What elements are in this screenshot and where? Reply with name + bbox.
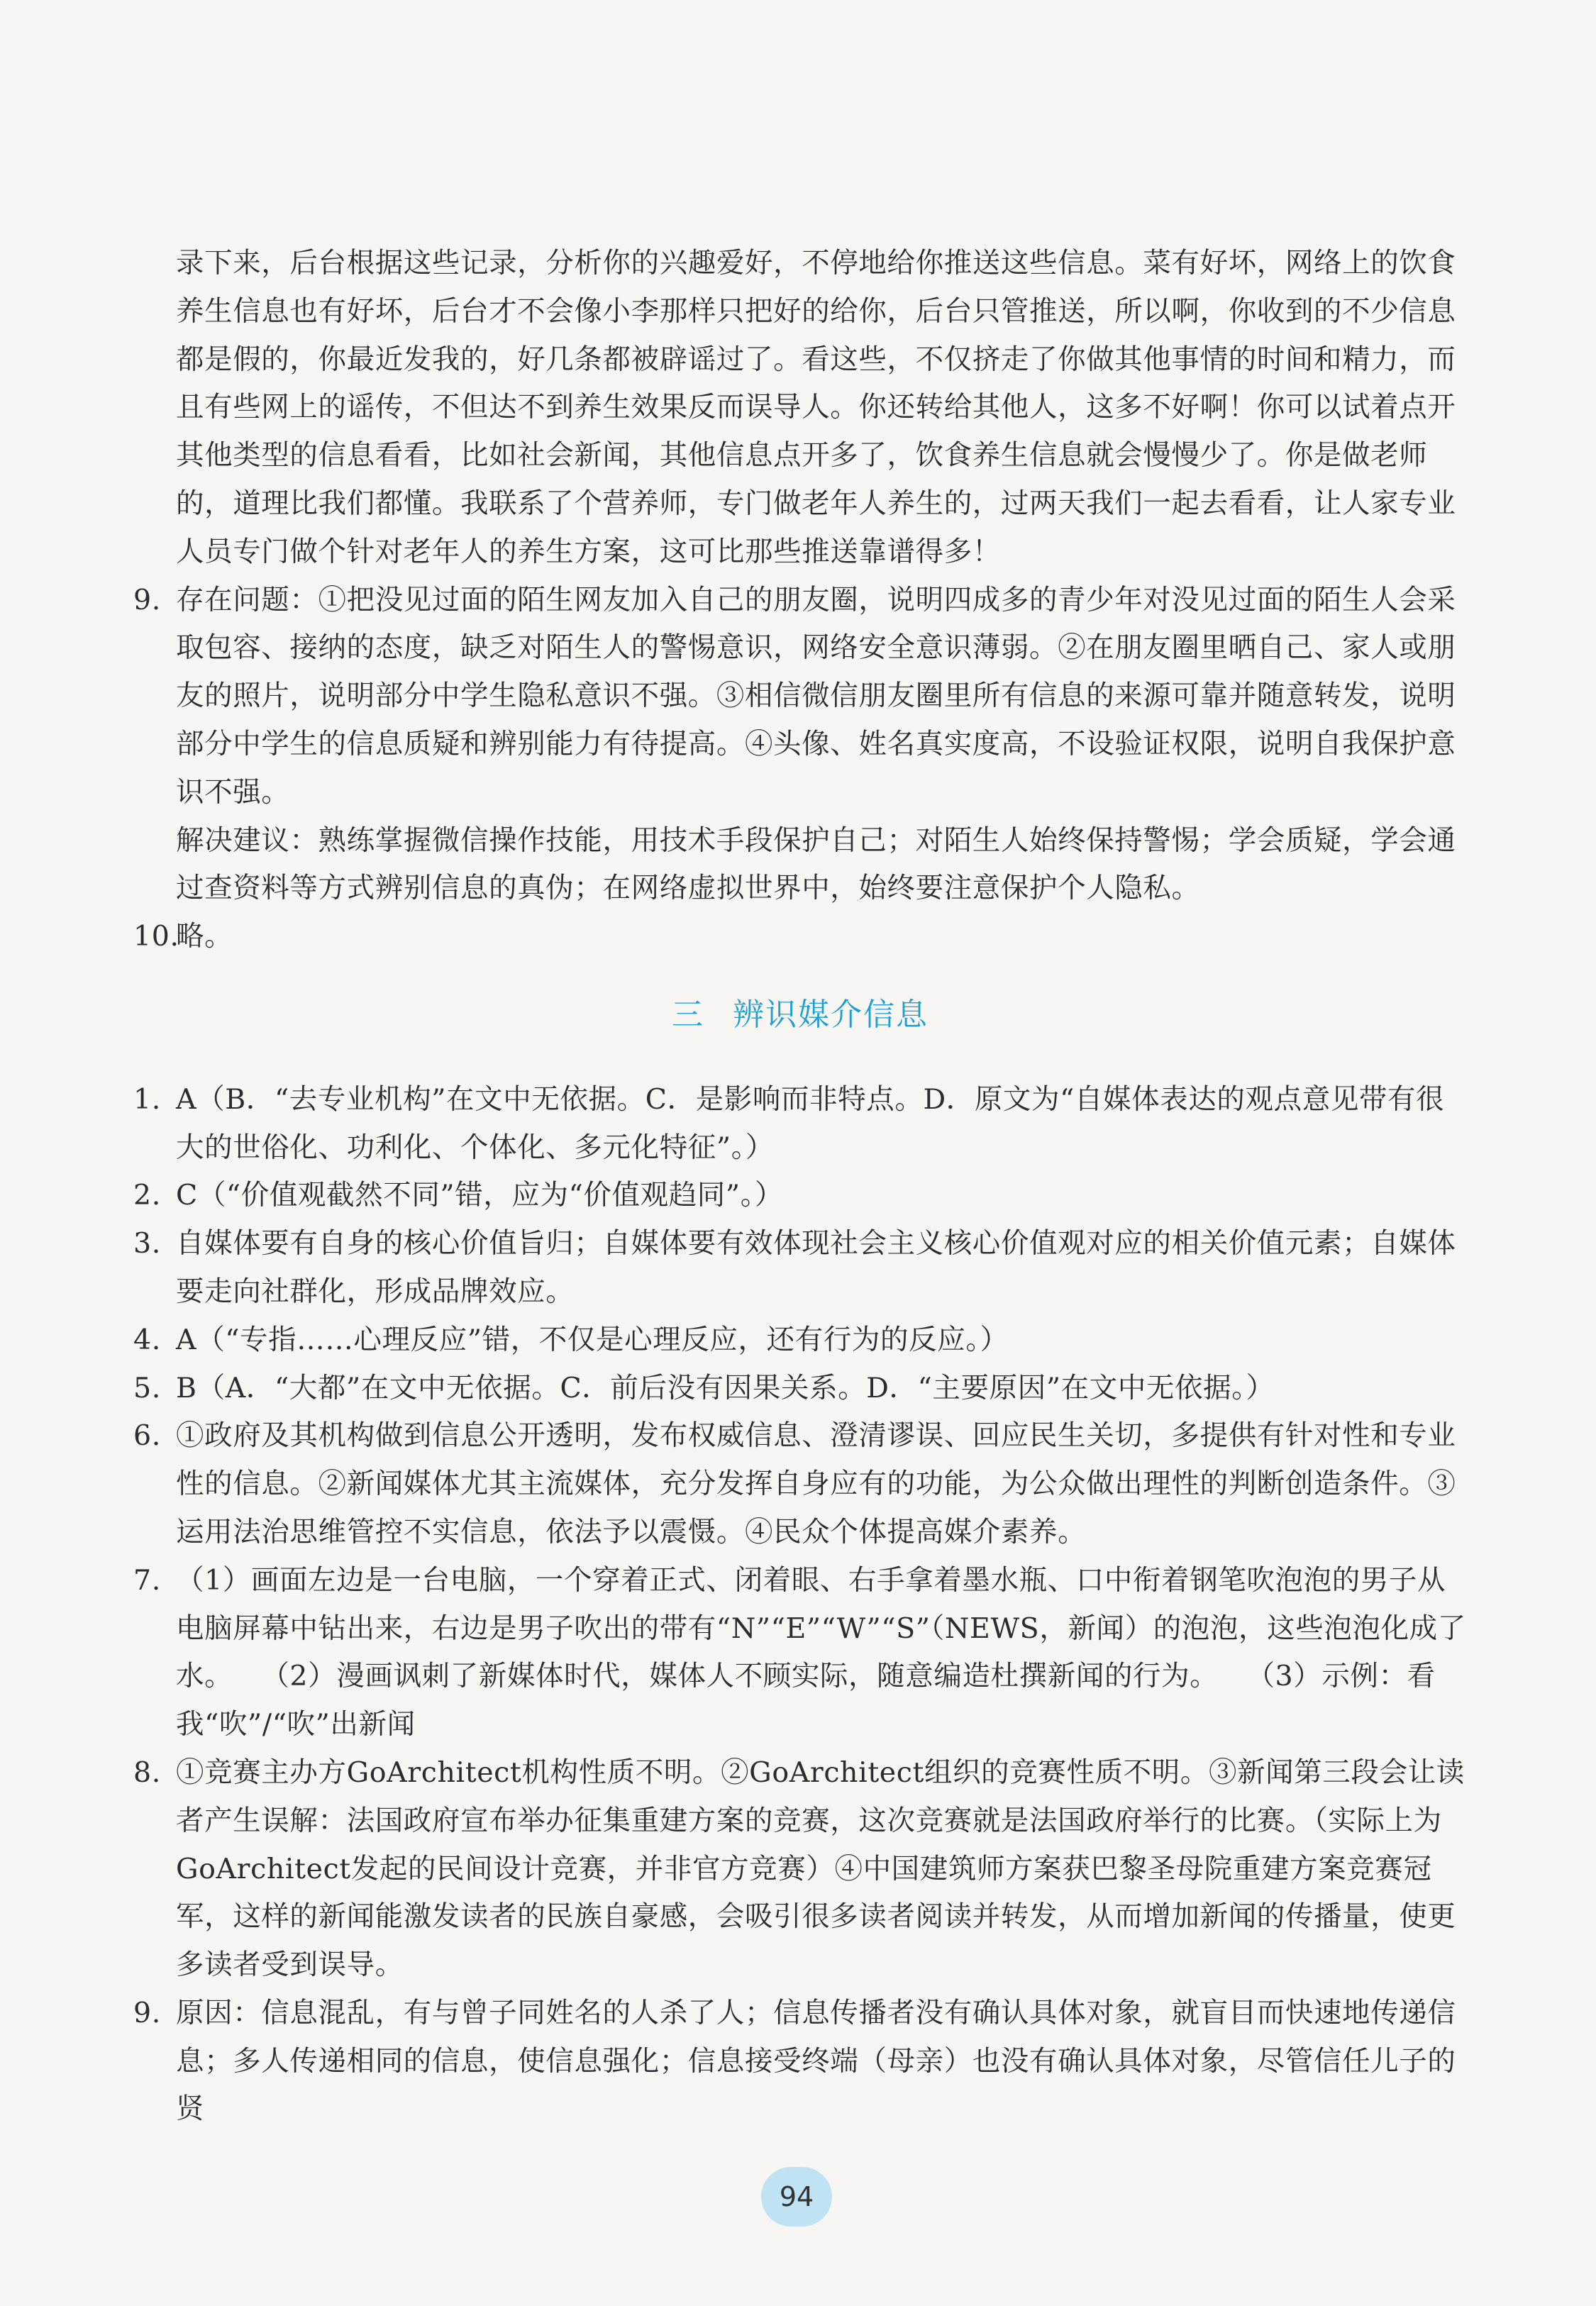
- page-number: 94: [761, 2167, 832, 2227]
- answer-number: 8.: [133, 1756, 161, 1789]
- answer-2: [133, 1172, 1467, 1220]
- answer-5: [133, 1365, 1467, 1413]
- section-number: 三: [672, 996, 704, 1033]
- answer-number: 3.: [133, 1227, 161, 1260]
- answer-text: A（“专指……心理反应”错，不仅是心理反应，还有行为的反应。）: [176, 1323, 1009, 1356]
- answer-3: [133, 1220, 1467, 1316]
- answer-text: 自媒体要有自身的核心价值旨归；自媒体要有效体现社会主义核心价值观对应的相关价值元素；自媒体要走向社群化，形成品牌效应。: [176, 1227, 1456, 1308]
- prev-answer-9: [133, 577, 1467, 817]
- section-title: 辨识媒介信息: [733, 996, 929, 1033]
- answer-number: 4.: [133, 1323, 161, 1356]
- answer-number: 10.: [133, 920, 179, 953]
- page-content: [133, 240, 1467, 2134]
- answer-part: （3）示例：看我“吹”/“吹”出新闻: [176, 1660, 1436, 1741]
- answer-4: [133, 1316, 1467, 1365]
- answer-text: C（“价值观截然不同”错，应为“价值观趋同”。）: [176, 1179, 784, 1212]
- answer-text: ①政府及其机构做到信息公开透明，发布权威信息、澄清谬误、回应民生关切，多提供有针对性和专业性的信息。②新闻媒体尤其主流媒体，充分发挥自身应有的功能，为公众做出理性的判断创造条件。③运用法治思维管控不实信息，依法予以震慑。④民众个体提高媒介素养。: [176, 1419, 1456, 1548]
- answer-text: A（B．“去专业机构”在文中无依据。C．是影响而非特点。D．原文为“自媒体表达的观点意见带有很大的世俗化、功利化、个体化、多元化特征”。）: [176, 1082, 1445, 1164]
- answer-9: [133, 1990, 1467, 2134]
- answer-text: 略。: [176, 920, 233, 953]
- answer-text: 存在问题：①把没见过面的陌生网友加入自己的朋友圈，说明四成多的青少年对没见过面的陌生人会采取包容、接纳的态度，缺乏对陌生人的警惕意识，网络安全意识薄弱。②在朋友圈里晒自己、家人或朋友的照片，说明部分中学生隐私意识不强。③相信微信朋友圈里所有信息的来源可靠并随意转发，说明部分中学生的信息质疑和辨别能力有待提高。④头像、姓名真实度高，不设验证权限，说明自我保护意识不强。: [176, 583, 1456, 809]
- answer-number: 6.: [133, 1419, 161, 1453]
- continuation-paragraph: 录下来，后台根据这些记录，分析你的兴趣爱好，不停地给你推送这些信息。菜有好坏，网络上的饮食养生信息也有好坏，后台才不会像小李那样只把好的给你，后台只管推送，所以啊，你收到的不少信息都是假的，你最近发我的，好几条都被辟谣过了。看这些，不仅挤走了你做其他事情的时间和精力，而且有些网上的谣传，不但达不到养生效果反而误导人。你还转给其他人，这多不好啊！你可以试着点开其他类型的信息看看，比如社会新闻，其他信息点开多了，饮食养生信息就会慢慢少了。你是做老师的，道理比我们都懂。我联系了个营养师，专门做老年人养生的，过两天我们一起去看看，让人家专业人员专门做个针对老年人的养生方案，这可比那些推送靠谱得多！: [176, 247, 1456, 568]
- answer-7: [133, 1557, 1467, 1749]
- answer-part: （1）画面左边是一台电脑，一个穿着正式、闭着眼、右手拿着墨水瓶、口中衔着钢笔吹泡泡的男子从电脑屏幕中钻出来，右边是男子吹出的带有“N”“E”“W”“S”（NEWS，新闻）的泡泡，这些泡泡化成了水。: [176, 1563, 1466, 1693]
- answer-sub-paragraph: 解决建议：熟练掌握微信操作技能，用技术手段保护自己；对陌生人始终保持警惕；学会质疑，学会通过查资料等方式辨别信息的真伪；在网络虚拟世界中，始终要注意保护个人隐私。: [176, 824, 1456, 905]
- section-heading: [133, 991, 1467, 1039]
- answer-part: （2）漫画讽刺了新媒体时代，媒体人不顾实际，随意编造杜撰新闻的行为。: [261, 1660, 1219, 1693]
- answer-number: 5.: [133, 1371, 161, 1404]
- answer-text: ①竞赛主办方GoArchitect机构性质不明。②GoArchitect组织的竞赛性质不明。③新闻第三段会让读者产生误解：法国政府宣布举办征集重建方案的竞赛，这次竞赛就是法国政府举行的比赛。（实际上为GoArchitect发起的民间设计竞赛，并非官方竞赛）④中国建筑师方案获巴黎圣母院重建方案竞赛冠军，这样的新闻能激发读者的民族自豪感，会吸引很多读者阅读并转发，从而增加新闻的传播量，使更多读者受到误导。: [176, 1756, 1465, 1982]
- answer-number: 1.: [133, 1082, 161, 1116]
- answer-1: [133, 1076, 1467, 1173]
- answer-8: [133, 1749, 1467, 1990]
- answer-number: 9.: [133, 1996, 161, 2029]
- prev-answer-10: [133, 913, 1467, 961]
- answer-text: B（A．“大都”在文中无依据。C．前后没有因果关系。D．“主要原因”在文中无依据。）: [176, 1371, 1275, 1404]
- answer-6: [133, 1412, 1467, 1556]
- answer-number: 2.: [133, 1179, 161, 1212]
- answer-number: 9.: [133, 583, 161, 616]
- answer-text: 原因：信息混乱，有与曾子同姓名的人杀了人；信息传播者没有确认具体对象，就盲目而快速地传递信息；多人传递相同的信息，使信息强化；信息接受终端（母亲）也没有确认具体对象，尽管信任儿子的贤: [176, 1996, 1456, 2126]
- answer-number: 7.: [133, 1563, 161, 1597]
